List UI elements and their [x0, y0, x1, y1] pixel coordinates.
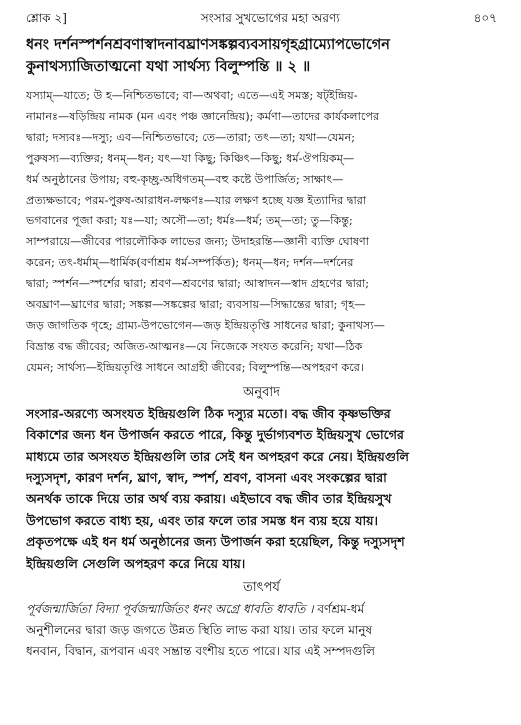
synonyms — [26, 86, 497, 379]
translation-line: অনর্থক তাকে দিয়ে তার অর্থ ব্যয় করায়। এইভাবে বদ্ধ জীব তার ইন্দ্রিয়সুখ — [26, 491, 392, 507]
translation-heading: অনুবাদ — [243, 384, 280, 400]
purport-line: অনুশীলনের দ্বারা জড় জগতে উন্নত স্থিতি লাভ করা যায়। তার ফলে মানুষ — [26, 622, 373, 637]
chapter-verse-ref: শ্লোক ২] — [26, 11, 67, 25]
synonyms-line: যেমন; সার্থস্য—ইন্দ্রিয়তৃপ্তি সাধনে আগ্রহী জীবের; বিলুম্পন্তি—অপহরণ করে। — [26, 360, 364, 374]
sanskrit-verse — [26, 34, 497, 78]
page-number: ৪০৭ — [473, 11, 497, 25]
synonyms-line: ধর্ম অনুষ্ঠানের উপায়; বহু-কৃচ্ছ্র-অধিগতম্—বহু কষ্টে উপার্জিত; সাক্ষাৎ— — [26, 172, 344, 186]
purport-heading: তাৎপর্য — [243, 579, 280, 595]
translation-body — [26, 403, 497, 574]
translation-line: সংসার-অরণ্যে অসংযত ইন্দ্রিয়গুলি ঠিক দস্যুর মতো। বদ্ধ জীব কৃষ্ণভক্তির — [26, 405, 391, 421]
synonyms-line: করেন; তৎ-ধর্মাম্—ধার্মিক(বর্ণাশ্রম ধর্ম-সম্পর্কিত); ধনম্—ধন; দর্শন—দর্শনের — [26, 256, 354, 270]
translation-line: দস্যুসদৃশ, কারণ দর্শন, ঘ্রাণ, স্বাদ, স্পর্শ, শ্রবণ, বাসনা এবং সংকল্পের দ্বারা — [26, 469, 387, 485]
running-title: সংসার সুখভোগের মহা অরণ্য — [200, 11, 340, 25]
translation-line: ইন্দ্রিয়গুলি সেগুলি অপহরণ করে নিয়ে যায়। — [26, 555, 246, 571]
verse-line-2: কুনাথস্যাজিতাত্মনো যথা সার্থস্য বিলুম্পন্তি ॥ ২ ॥ — [26, 58, 311, 75]
synonyms-line: নামানঃ—ষড়িন্দ্রিয় নামক (মন এবং পঞ্চ জ্ঞানেন্দ্রিয়); কর্মণা—তাদের কার্যকলাপের — [26, 109, 380, 123]
synonyms-line: ভগবানের পূজা করা; যঃ—যা; অসৌ—তা; ধর্মঃ—ধর্ম; তম্—তা; তু—কিন্তু; — [26, 214, 353, 228]
purport-line-quote — [26, 599, 497, 620]
purport-quote-tail: বর্ণশ্রম-ধর্ম — [317, 601, 365, 616]
synonyms-line: দ্বারা; স্পর্শন—স্পর্শের দ্বারা; শ্রবণ—শ্রবণের দ্বারা; আস্বাদন—স্বাদ গ্রহণের দ্বারা; — [26, 277, 370, 291]
purport-line: ধনবান, বিদ্বান, রূপবান এবং সম্ভ্রান্ত বংশীয় হতে পারে। যার এই সম্পদগুলি — [26, 643, 375, 658]
synonyms-line: সাম্পরায়ে—জীবের পারলৌকিক লাভের জন্য; উদাহরন্তি—জ্ঞানী ব্যক্তি ঘোষণা — [26, 235, 370, 249]
synonyms-line: প্রত্যক্ষভাবে; পরম-পুরুষ-আরাধন-লক্ষণঃ—যার লক্ষণ হচ্ছে যজ্ঞ ইত্যাদির দ্বারা — [26, 193, 367, 207]
translation-line: প্রকৃতপক্ষে এই ধন ধর্ম অনুষ্ঠানের জন্য উপার্জন করা হয়েছিল, কিন্তু দস্যুসদৃশ — [26, 534, 405, 550]
purport-body — [26, 599, 497, 662]
synonyms-line: পুরুষস্য—ব্যক্তির; ধনম্—ধন; যৎ—যা কিছু; কিঞ্চিৎ—কিছু; ধর্ম-ঔপয়িকম্— — [26, 151, 355, 165]
translation-line: মাধ্যমে তার অসংযত ইন্দ্রিয়গুলি তার সেই ধন অপহরণ করে নেয়। ইন্দ্রিয়গুলি — [26, 448, 410, 464]
verse-line-1: ধনং দর্শনস্পর্শনশ্রবণাস্বাদনাবঘ্রাণসঙ্কল্পব্যবসায়গৃহগ্রাম্যোপভোগেন — [26, 36, 390, 53]
purport-quote: পূর্বজন্মার্জিতা বিদ্যা পূর্বজন্মার্জিতং ধনং অগ্রে ধাবতি ধাবতি । — [26, 601, 314, 616]
synonyms-line: যস্যাম্—যাতে; উ হ—নিশ্চিতভাবে; বা—অথবা; এতে—এই সমস্ত; ষট্ইন্দ্রিয়- — [26, 89, 358, 102]
synonyms-line: জড় জাগতিক গৃহে; গ্রাম্য-উপভোগেন—জড় ইন্দ্রিয়তৃপ্তি সাধনের দ্বারা; কুনাথস্য— — [26, 318, 385, 332]
translation-line: উপভোগ করতে বাধ্য হয়, এবং তার ফলে তার সমস্ত ধন ব্যয় হয়ে যায়। — [26, 512, 379, 528]
page-header — [26, 8, 497, 28]
synonyms-line: দ্বারা; দস্যবঃ—দস্যু; এব—নিশ্চিতভাবে; তে—তারা; তৎ—তা; যথা—যেমন; — [26, 130, 356, 144]
translation-line: বিকাশের জন্য ধন উপার্জন করতে পারে, কিন্তু দুর্ভাগ্যবশত ইন্দ্রিয়সুখ ভোগের — [26, 427, 404, 443]
synonyms-line: বিভ্রান্ত বদ্ধ জীবের; অজিত-আত্মনঃ—যে নিজেকে সংযত করেনি; যথা—ঠিক — [26, 339, 363, 353]
synonyms-line: অবঘ্রাণ—ঘ্রাণের দ্বারা; সঙ্কল্প—সঙ্কল্পের দ্বারা; ব্যবসায়—সিদ্ধান্তের দ্বারা; গৃহ— — [26, 298, 366, 312]
